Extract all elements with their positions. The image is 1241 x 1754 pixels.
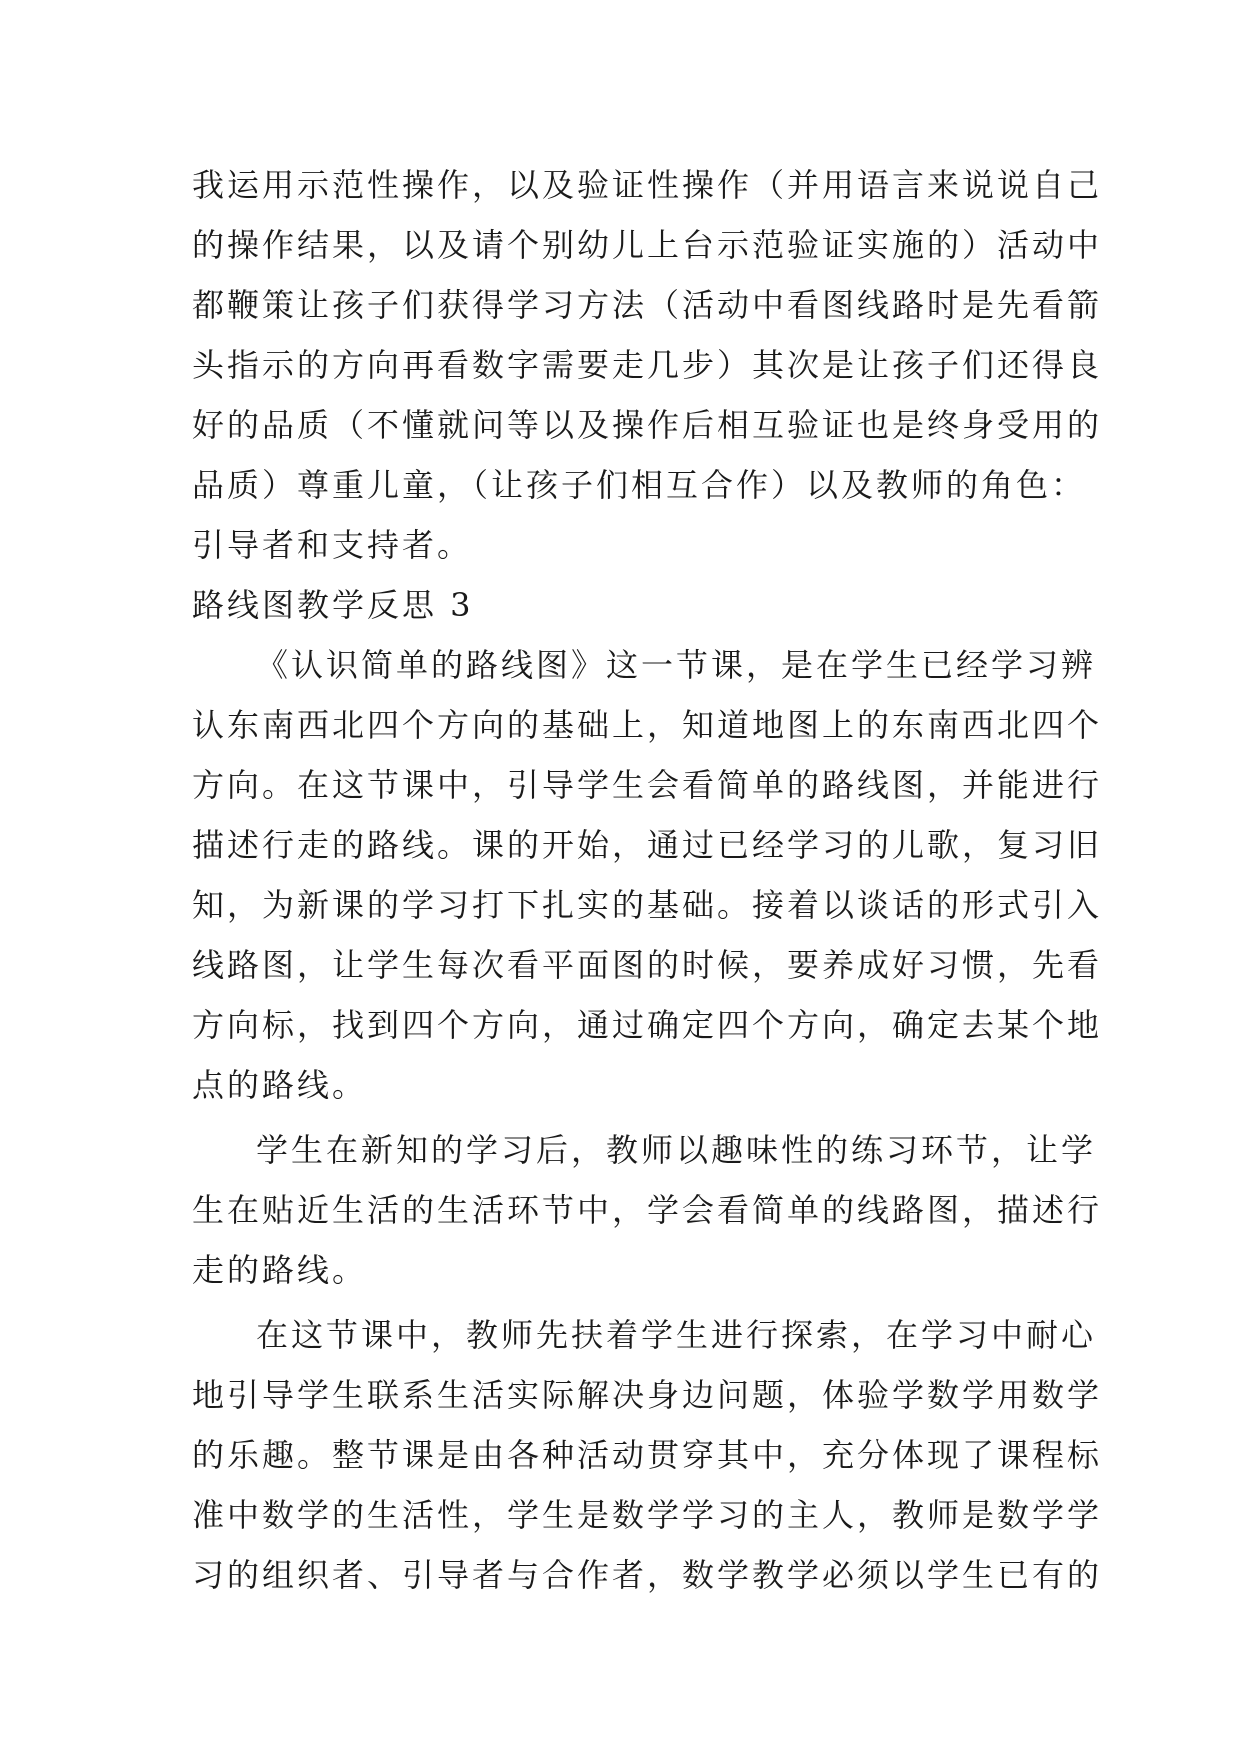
paragraph-line: 知，为新课的学习打下扎实的基础。接着以谈话的形式引入 xyxy=(192,886,1103,924)
paragraph-line: 的乐趣。整节课是由各种活动贯穿其中，充分体现了课程标 xyxy=(192,1436,1103,1474)
paragraph-line: 点的路线。 xyxy=(192,1066,368,1104)
paragraph-line: 线路图，让学生每次看平面图的时候，要养成好习惯，先看 xyxy=(192,946,1103,984)
paragraph-line: 生在贴近生活的生活环节中，学会看简单的线路图，描述行 xyxy=(192,1191,1103,1229)
paragraph-line: 习的组织者、引导者与合作者，数学教学必须以学生已有的 xyxy=(192,1556,1103,1594)
paragraph-line: 走的路线。 xyxy=(192,1251,368,1289)
text-line: 引导者和支持者。 xyxy=(192,526,473,564)
paragraph-line: 准中数学的生活性，学生是数学学习的主人，教师是数学学 xyxy=(192,1496,1103,1534)
paragraph-line: 地引导学生联系生活实际解决身边问题，体验学数学用数学 xyxy=(192,1376,1103,1414)
paragraph-line: 在这节课中，教师先扶着学生进行探索，在学习中耐心 xyxy=(256,1316,1097,1354)
section-heading: 路线图教学反思 3 xyxy=(192,586,474,624)
paragraph-line: 《认识简单的路线图》这一节课，是在学生已经学习辨 xyxy=(256,646,1097,684)
text-line: 好的品质（不懂就问等以及操作后相互验证也是终身受用的 xyxy=(192,406,1103,444)
text-line: 都鞭策让孩子们获得学习方法（活动中看图线路时是先看箭 xyxy=(192,286,1103,324)
text-line: 我运用示范性操作，以及验证性操作（并用语言来说说自己 xyxy=(192,166,1103,204)
text-line: 头指示的方向再看数字需要走几步）其次是让孩子们还得良 xyxy=(192,346,1103,384)
paragraph-line: 认东南西北四个方向的基础上，知道地图上的东南西北四个 xyxy=(192,706,1103,744)
paragraph-line: 方向。在这节课中，引导学生会看简单的路线图，并能进行 xyxy=(192,766,1103,804)
paragraph-line: 方向标，找到四个方向，通过确定四个方向，确定去某个地 xyxy=(192,1006,1103,1044)
paragraph-line: 学生在新知的学习后，教师以趣味性的练习环节，让学 xyxy=(256,1131,1097,1169)
text-line: 的操作结果，以及请个别幼儿上台示范验证实施的）活动中 xyxy=(192,226,1103,264)
text-line: 品质）尊重儿童，（让孩子们相互合作）以及教师的角色： xyxy=(192,466,1087,504)
paragraph-line: 描述行走的路线。课的开始，通过已经学习的儿歌，复习旧 xyxy=(192,826,1103,864)
